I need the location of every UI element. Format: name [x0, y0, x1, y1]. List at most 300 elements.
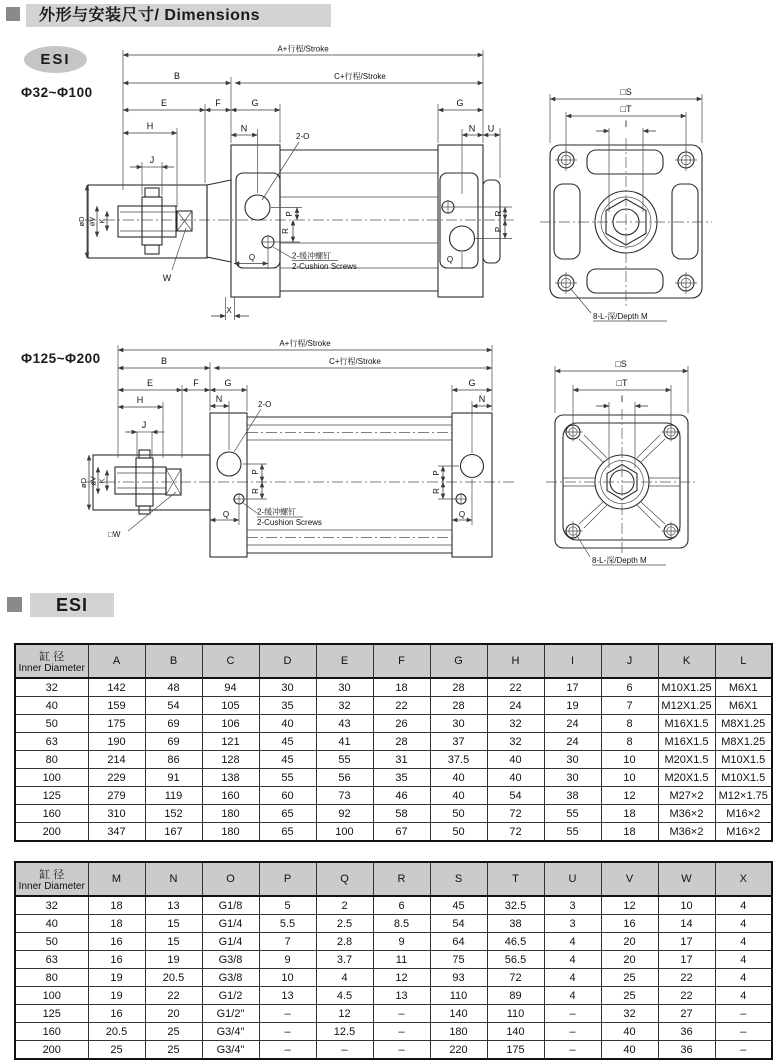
table-cell: – — [715, 1041, 772, 1060]
col-header-inner-diameter: 缸 径 Inner Diameter — [15, 644, 88, 678]
table-cell: – — [259, 1005, 316, 1023]
table-cell: 24 — [544, 733, 601, 751]
table-cell: 12.5 — [316, 1023, 373, 1041]
table-cell: 72 — [487, 805, 544, 823]
dim-label-p: P — [432, 470, 441, 476]
table-cell: 41 — [316, 733, 373, 751]
table-cell: 46 — [373, 787, 430, 805]
table-cell: 30 — [544, 769, 601, 787]
table-cell: 72 — [487, 969, 544, 987]
table-cell: 72 — [487, 823, 544, 842]
table-cell: M36×2 — [658, 805, 715, 823]
table-cell: 3 — [544, 896, 601, 915]
table-cell: G1/4 — [202, 933, 259, 951]
table-cell: 17 — [544, 678, 601, 697]
row-bore-size: 63 — [15, 951, 88, 969]
table-cell: 20 — [601, 951, 658, 969]
table-cell: 9 — [259, 951, 316, 969]
table-cell: 4.5 — [316, 987, 373, 1005]
table-cell: 12 — [601, 787, 658, 805]
dim-label-od: øD — [79, 478, 88, 488]
dim-label-square-s: □S — [615, 359, 627, 369]
table-cell: 92 — [316, 805, 373, 823]
table-cell: 25 — [88, 1041, 145, 1060]
table-cell: 30 — [430, 715, 487, 733]
table-cell: 30 — [259, 678, 316, 697]
table-cell: 8.5 — [373, 915, 430, 933]
table-cell: M6X1 — [715, 678, 772, 697]
dim-label-j: J — [149, 155, 155, 165]
table-cell: 121 — [202, 733, 259, 751]
row-bore-size: 200 — [15, 1041, 88, 1060]
row-bore-size: 125 — [15, 787, 88, 805]
header-row — [15, 644, 772, 678]
table-cell: 4 — [715, 951, 772, 969]
table-cell: 9 — [373, 933, 430, 951]
table-cell: 30 — [316, 678, 373, 697]
table-cell: M27×2 — [658, 787, 715, 805]
dim-label-q: Q — [446, 255, 454, 264]
cushion-screw-callout-en: 2-Cushion Screws — [292, 262, 357, 271]
dim-label-g: G — [251, 98, 259, 108]
table-cell: 24 — [544, 715, 601, 733]
table-cell: 45 — [259, 751, 316, 769]
table-row — [15, 805, 772, 823]
table-cell: M10X1.5 — [715, 751, 772, 769]
table-cell: 37 — [430, 733, 487, 751]
table-cell: 40 — [487, 769, 544, 787]
table-cell: 54 — [145, 697, 202, 715]
table-cell: – — [316, 1041, 373, 1060]
table-cell: 45 — [259, 733, 316, 751]
table-cell: 4 — [715, 915, 772, 933]
series-badge: ESI — [24, 46, 87, 73]
col-header-w: W — [658, 862, 715, 896]
table-cell: 20.5 — [88, 1023, 145, 1041]
col-header-k: K — [658, 644, 715, 678]
table-cell: 22 — [373, 697, 430, 715]
table-cell: 28 — [373, 733, 430, 751]
table-cell: 58 — [373, 805, 430, 823]
cushion-screw-callout-en: 2-Cushion Screws — [257, 518, 322, 527]
table-cell: 180 — [202, 823, 259, 842]
port-callout: 2-O — [296, 132, 310, 141]
table-cell: 22 — [145, 987, 202, 1005]
table-cell: – — [373, 1023, 430, 1041]
dim-label-od: øD — [77, 216, 86, 227]
table-row — [15, 987, 772, 1005]
table-cell: 26 — [373, 715, 430, 733]
table-cell: 2 — [316, 896, 373, 915]
section-bullet-2 — [7, 597, 22, 612]
table-cell: 18 — [373, 678, 430, 697]
dim-label-e: E — [146, 378, 154, 388]
table-m-to-x — [14, 861, 773, 1060]
table-cell: 13 — [373, 987, 430, 1005]
table-cell: 18 — [88, 896, 145, 915]
table-cell: 56 — [316, 769, 373, 787]
table-cell: 94 — [202, 678, 259, 697]
table-cell: 105 — [202, 697, 259, 715]
drawing-small-bore-side-view — [77, 44, 516, 321]
table-cell: 18 — [88, 915, 145, 933]
table-cell: 36 — [658, 1023, 715, 1041]
table-row — [15, 751, 772, 769]
table-cell: 12 — [601, 896, 658, 915]
table-cell: – — [544, 1023, 601, 1041]
table-cell: G3/4" — [202, 1041, 259, 1060]
col-header-c: C — [202, 644, 259, 678]
table-cell: 4 — [544, 969, 601, 987]
table-cell: 15 — [145, 933, 202, 951]
table-cell: 16 — [601, 915, 658, 933]
table-row — [15, 933, 772, 951]
table-cell: 190 — [88, 733, 145, 751]
table-cell: G1/2" — [202, 1005, 259, 1023]
table-cell: M16X1.5 — [658, 733, 715, 751]
dim-label-square-t: □T — [616, 378, 628, 388]
table-cell: – — [715, 1023, 772, 1041]
table-cell: 4 — [544, 987, 601, 1005]
table-cell: 138 — [202, 769, 259, 787]
table-cell: 4 — [715, 896, 772, 915]
table-cell: 140 — [430, 1005, 487, 1023]
table-cell: 18 — [601, 823, 658, 842]
col-header-b: B — [145, 644, 202, 678]
table-cell: 16 — [88, 951, 145, 969]
table-cell: 65 — [259, 823, 316, 842]
table-cell: 4 — [544, 933, 601, 951]
table-cell: 40 — [601, 1023, 658, 1041]
table-row — [15, 1023, 772, 1041]
dim-label-b: B — [160, 356, 168, 366]
table-cell: G1/2 — [202, 987, 259, 1005]
table-cell: 30 — [544, 751, 601, 769]
table-cell: M8X1.25 — [715, 715, 772, 733]
dim-label-r: R — [251, 488, 260, 494]
table-cell: 110 — [487, 1005, 544, 1023]
table-cell: 152 — [145, 805, 202, 823]
table-cell: 73 — [316, 787, 373, 805]
table-cell: M20X1.5 — [658, 769, 715, 787]
row-bore-size: 50 — [15, 933, 88, 951]
table-cell: M12X1.25 — [658, 697, 715, 715]
table-cell: 229 — [88, 769, 145, 787]
dim-label-square-s: □S — [620, 87, 632, 97]
table-cell: 91 — [145, 769, 202, 787]
table-row — [15, 896, 772, 915]
table-cell: 13 — [145, 896, 202, 915]
table-row — [15, 1005, 772, 1023]
col-header-o: O — [202, 862, 259, 896]
dimensions-table-1 — [14, 643, 773, 842]
dimensions-table-2 — [14, 861, 773, 1060]
table-cell: 54 — [430, 915, 487, 933]
row-bore-size: 160 — [15, 805, 88, 823]
table-cell: 28 — [430, 697, 487, 715]
table-cell: 159 — [88, 697, 145, 715]
dim-label-f: F — [215, 98, 221, 108]
dim-label-i: I — [624, 119, 628, 129]
row-bore-size: 80 — [15, 969, 88, 987]
table-cell: G3/4" — [202, 1023, 259, 1041]
table-cell: 7 — [601, 697, 658, 715]
table-row — [15, 823, 772, 842]
dim-label-g: G — [468, 378, 476, 388]
table-row — [15, 1041, 772, 1060]
table-cell: – — [544, 1005, 601, 1023]
dim-label-p: P — [251, 469, 260, 475]
dim-label-square-t: □T — [620, 104, 632, 114]
col-header-r: R — [373, 862, 430, 896]
dim-label-k: K — [97, 478, 107, 484]
table-cell: 22 — [658, 987, 715, 1005]
dim-label-f: F — [193, 378, 199, 388]
table-row — [15, 715, 772, 733]
table-cell: 35 — [373, 769, 430, 787]
table-cell: 45 — [430, 896, 487, 915]
table-cell: 106 — [202, 715, 259, 733]
table-cell: 310 — [88, 805, 145, 823]
dim-label-q: Q — [222, 510, 230, 519]
row-bore-size: 160 — [15, 1023, 88, 1041]
dim-label-a-stroke: A+行程/Stroke — [279, 339, 331, 348]
dim-label-h: H — [136, 395, 144, 405]
object-lines — [555, 415, 688, 548]
table-cell: 31 — [373, 751, 430, 769]
col-header-q: Q — [316, 862, 373, 896]
table-cell: 180 — [430, 1023, 487, 1041]
table-cell: 3 — [544, 915, 601, 933]
dim-label-n: N — [478, 394, 486, 404]
table-cell: 20 — [601, 933, 658, 951]
dim-label-c-stroke: C+行程/Stroke — [329, 357, 381, 366]
col-header-u: U — [544, 862, 601, 896]
table-cell: M16X1.5 — [658, 715, 715, 733]
extension-lines — [118, 345, 492, 525]
table-cell: 56.5 — [487, 951, 544, 969]
table-cell: – — [715, 1005, 772, 1023]
col-header-d: D — [259, 644, 316, 678]
table-cell: 32 — [487, 715, 544, 733]
dim-label-p: P — [285, 211, 294, 217]
row-bore-size: 50 — [15, 715, 88, 733]
table-cell: 32 — [601, 1005, 658, 1023]
table-cell: M6X1 — [715, 697, 772, 715]
table-cell: – — [259, 1023, 316, 1041]
table-cell: 19 — [145, 951, 202, 969]
table-cell: 50 — [430, 823, 487, 842]
dim-label-h: H — [146, 121, 154, 131]
table-cell: 48 — [145, 678, 202, 697]
table-cell: 10 — [259, 969, 316, 987]
table-cell: 37.5 — [430, 751, 487, 769]
table-cell: M36×2 — [658, 823, 715, 842]
row-bore-size: 32 — [15, 678, 88, 697]
table-cell: M16×2 — [715, 823, 772, 842]
col-header-p: P — [259, 862, 316, 896]
table-cell: 24 — [487, 697, 544, 715]
table-cell: – — [544, 1041, 601, 1060]
col-header-s: S — [430, 862, 487, 896]
dim-label-n: N — [240, 123, 248, 134]
table-cell: 40 — [259, 715, 316, 733]
table-cell: 38 — [544, 787, 601, 805]
table-cell: 14 — [658, 915, 715, 933]
table-cell: 4 — [715, 933, 772, 951]
table-cell: 25 — [145, 1023, 202, 1041]
table-cell: 36 — [658, 1041, 715, 1060]
dim-label-j: J — [141, 420, 147, 430]
table-cell: 4 — [316, 969, 373, 987]
table-cell: G1/8 — [202, 896, 259, 915]
table-cell: 8 — [601, 733, 658, 751]
table-cell: 214 — [88, 751, 145, 769]
table-cell: 10 — [601, 769, 658, 787]
table-cell: 6 — [373, 896, 430, 915]
object-lines — [93, 413, 492, 557]
table-cell: 22 — [487, 678, 544, 697]
dim-label-i: I — [620, 394, 624, 404]
dim-label-u: U — [487, 123, 495, 134]
table-row — [15, 787, 772, 805]
col-header-x: X — [715, 862, 772, 896]
row-bore-size: 40 — [15, 915, 88, 933]
table-cell: 40 — [430, 787, 487, 805]
cushion-screw-callout-cn: 2-缓冲螺钉 — [257, 507, 297, 517]
object-lines — [88, 145, 500, 297]
table-cell: 100 — [316, 823, 373, 842]
table-cell: 28 — [430, 678, 487, 697]
table-cell: 160 — [202, 787, 259, 805]
dim-label-r: R — [432, 488, 441, 494]
table-cell: 19 — [544, 697, 601, 715]
table-cell: 10 — [601, 751, 658, 769]
row-bore-size: 200 — [15, 823, 88, 842]
dim-label-g: G — [224, 378, 232, 388]
table-cell: 12 — [373, 969, 430, 987]
table-cell: – — [373, 1005, 430, 1023]
table-cell: 347 — [88, 823, 145, 842]
table-cell: 7 — [259, 933, 316, 951]
col-header-a: A — [88, 644, 145, 678]
table-cell: 220 — [430, 1041, 487, 1060]
table-cell: 35 — [259, 697, 316, 715]
table-cell: M10X1.25 — [658, 678, 715, 697]
table-cell: 11 — [373, 951, 430, 969]
col-header-g: G — [430, 644, 487, 678]
table-cell: M20X1.5 — [658, 751, 715, 769]
table-cell: 55 — [544, 823, 601, 842]
dim-label-p: P — [494, 226, 503, 233]
table-cell: 69 — [145, 733, 202, 751]
table-cell: 55 — [259, 769, 316, 787]
table-cell: 4 — [715, 969, 772, 987]
table-cell: 2.8 — [316, 933, 373, 951]
table-cell: 2.5 — [316, 915, 373, 933]
table-row — [15, 697, 772, 715]
table-cell: 55 — [544, 805, 601, 823]
table-cell: 4 — [544, 951, 601, 969]
table-cell: 40 — [487, 751, 544, 769]
table-cell: 19 — [88, 987, 145, 1005]
row-bore-size: 63 — [15, 733, 88, 751]
dim-label-ov: øV — [88, 476, 98, 486]
table-cell: 5 — [259, 896, 316, 915]
table-cell: 167 — [145, 823, 202, 842]
table-cell: 6 — [601, 678, 658, 697]
drawing-small-bore-end-view — [540, 87, 712, 321]
table-cell: 50 — [430, 805, 487, 823]
dim-label-a-stroke: A+行程/Stroke — [277, 44, 329, 54]
depth-callout: 8-L-深/Depth M — [593, 312, 648, 321]
table-cell: M8X1.25 — [715, 733, 772, 751]
table-cell: 12 — [316, 1005, 373, 1023]
dim-label-g: G — [456, 98, 464, 108]
table-cell: 175 — [487, 1041, 544, 1060]
table-cell: 4 — [715, 987, 772, 1005]
table-cell: 67 — [373, 823, 430, 842]
dim-label-w: W — [162, 273, 172, 283]
col-header-i: I — [544, 644, 601, 678]
table-cell: 46.5 — [487, 933, 544, 951]
table-cell: – — [259, 1041, 316, 1060]
table-cell: 128 — [202, 751, 259, 769]
table-cell: G3/8 — [202, 951, 259, 969]
row-bore-size: 100 — [15, 987, 88, 1005]
table-cell: 43 — [316, 715, 373, 733]
col-header-j: J — [601, 644, 658, 678]
table-cell: 279 — [88, 787, 145, 805]
col-header-h: H — [487, 644, 544, 678]
table-cell: 65 — [259, 805, 316, 823]
table-row — [15, 951, 772, 969]
table-a-to-l — [14, 643, 773, 842]
table-cell: 8 — [601, 715, 658, 733]
row-bore-size: 80 — [15, 751, 88, 769]
table-cell: M10X1.5 — [715, 769, 772, 787]
section-title: ESI — [30, 593, 114, 617]
table-cell: 15 — [145, 915, 202, 933]
table-row — [15, 969, 772, 987]
table-cell: 25 — [601, 969, 658, 987]
col-header-inner-diameter: 缸 径 Inner Diameter — [15, 862, 88, 896]
dim-label-x: X — [226, 306, 232, 315]
table-cell: 140 — [487, 1023, 544, 1041]
table-cell: 5.5 — [259, 915, 316, 933]
table-cell: 38 — [487, 915, 544, 933]
depth-callout: 8-L-深/Depth M — [592, 556, 647, 565]
row-bore-size: 32 — [15, 896, 88, 915]
table-cell: 13 — [259, 987, 316, 1005]
table-cell: 64 — [430, 933, 487, 951]
table-cell: 119 — [145, 787, 202, 805]
table-cell: 32 — [487, 733, 544, 751]
table-cell: 16 — [88, 933, 145, 951]
bore-range-large: Φ125~Φ200 — [21, 351, 101, 366]
table-cell: 25 — [145, 1041, 202, 1060]
table-cell: 93 — [430, 969, 487, 987]
table-cell: 32 — [316, 697, 373, 715]
table-cell: 19 — [88, 969, 145, 987]
table-cell: 20.5 — [145, 969, 202, 987]
table-cell: 54 — [487, 787, 544, 805]
table-cell: 27 — [658, 1005, 715, 1023]
table-cell: 17 — [658, 933, 715, 951]
table-row — [15, 678, 772, 697]
col-header-t: T — [487, 862, 544, 896]
row-bore-size: 125 — [15, 1005, 88, 1023]
